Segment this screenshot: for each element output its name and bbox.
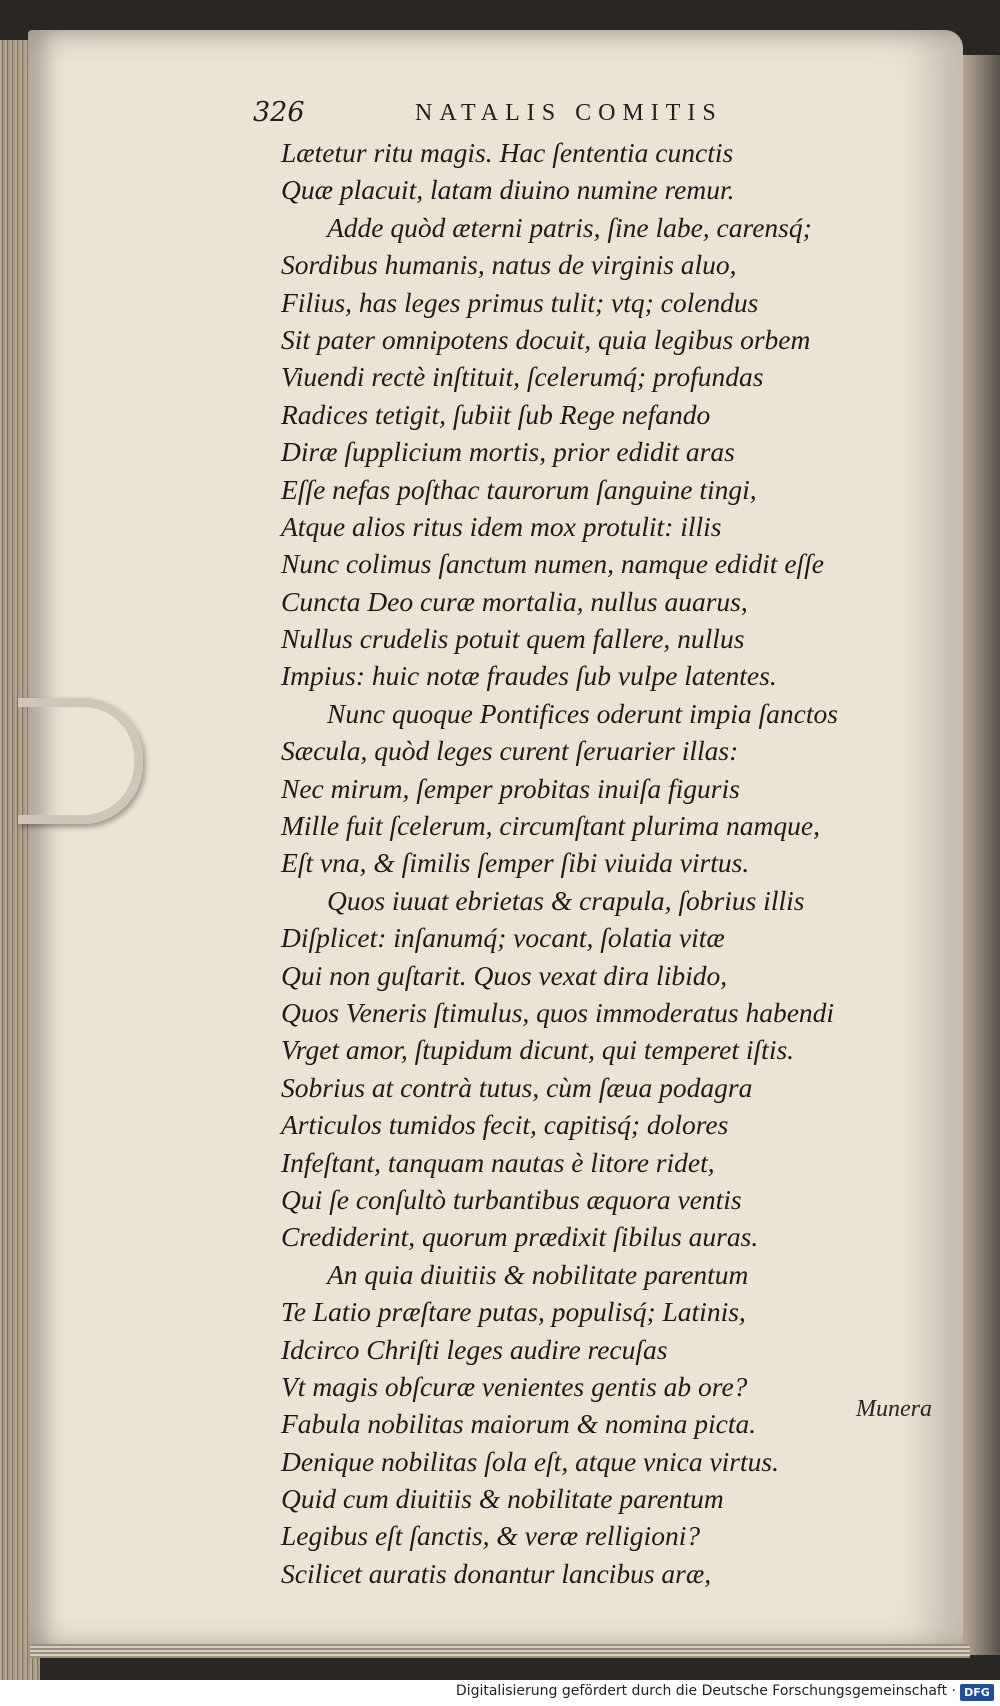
running-head — [253, 97, 943, 133]
verse-line: Vt magis obſcuræ venientes gentis ab ore? — [281, 1370, 748, 1402]
verse-text — [281, 134, 941, 1592]
verse-line: Quid cum diuitiis & nobilitate parentum — [281, 1483, 724, 1515]
verse-line: Qui non guſtarit. Quos vexat dira libido, — [281, 959, 728, 991]
verse-line: Sobrius at contrà tutus, cùm ſæua podagra — [281, 1071, 753, 1103]
verse-line: Nunc quoque Pontifices oderunt impia ſanctos — [327, 697, 838, 729]
verse-line: Viuendi rectè inſtituit, ſcelerumq́; profundas — [281, 361, 764, 393]
running-title: NATALIS COMITIS — [415, 100, 723, 126]
verse-line: Nunc colimus ſanctum numen, namque edidit eſſe — [281, 548, 825, 580]
verse-line: Quæ placuit, latam diuino numine remur. — [281, 174, 735, 206]
verse-line: Mille fuit ſcelerum, circumſtant plurima namque, — [281, 810, 820, 842]
verse-line: Scilicet auratis donantur lancibus aræ, — [281, 1557, 712, 1589]
bookmark-clip — [18, 698, 143, 824]
verse-line: Radices tetigit, ſubiit ſub Rege nefando — [281, 398, 711, 430]
verse-line: Diræ ſupplicium mortis, prior edidit aras — [281, 436, 735, 468]
verse-line: Infeſtant, tanquam nautas è litore ridet, — [281, 1146, 715, 1178]
verse-line: Eſſe nefas poſthac taurorum ſanguine tingi, — [281, 473, 757, 505]
verse-line: Qui ſe conſultò turbantibus æquora ventis — [281, 1183, 742, 1215]
verse-line: Quos iuuat ebrietas & crapula, ſobrius illis — [327, 884, 805, 916]
verse-line: Adde quòd æterni patris, ſine labe, carensq́; — [327, 211, 812, 243]
verse-line: Sæcula, quòd leges curent ſeruarier illas: — [281, 735, 739, 767]
verse-line: Denique nobilitas ſola eſt, atque vnica virtus. — [281, 1445, 779, 1477]
footer-credit: Digitalisierung gefördert durch die Deutsche Forschungsgemeinschaft · — [455, 1683, 956, 1699]
footer-bar — [0, 1680, 1000, 1706]
page-bottom-edge — [30, 1644, 970, 1658]
verse-line: Nullus crudelis potuit quem fallere, nullus — [281, 623, 745, 655]
dfg-logo-icon: DFG — [960, 1684, 994, 1701]
verse-line: Cuncta Deo curæ mortalia, nullus auarus, — [281, 585, 748, 617]
verse-line: Atque alios ritus idem mox protulit: illis — [281, 510, 722, 542]
verse-line: Filius, has leges primus tulit; vtq; colendus — [281, 286, 759, 318]
verse-line: Articulos tumidos fecit, capitisq́; dolores — [281, 1109, 729, 1141]
verse-line: Crediderint, quorum prædixit ſibilus auras. — [281, 1221, 759, 1253]
verse-line: Nec mirum, ſemper probitas inuiſa figuris — [281, 772, 740, 804]
verse-line: Fabula nobilitas maiorum & nomina picta. — [281, 1408, 757, 1440]
verse-line: Vrget amor, ſtupidum dicunt, qui temperet iſtis. — [281, 1034, 795, 1066]
verse-line: Idcirco Chriſti leges audire recuſas — [281, 1333, 668, 1365]
verse-line: An quia diuitiis & nobilitate parentum — [327, 1258, 749, 1290]
verse-line: Eſt vna, & ſimilis ſemper ſibi viuida virtus. — [281, 847, 750, 879]
verse-line: Legibus eſt ſanctis, & veræ relligioni? — [281, 1520, 701, 1552]
verse-line: Lætetur ritu magis. Hac ſententia cunctis — [281, 137, 734, 168]
verse-line: Sordibus humanis, natus de virginis aluo, — [281, 249, 737, 281]
verse-line: Impius: huic notæ fraudes ſub vulpe latentes. — [281, 660, 777, 692]
verse-line: Diſplicet: inſanumq́; vocant, ſolatia vitæ — [281, 922, 725, 954]
verse-line: Te Latio præſtare putas, populisq́; Latinis, — [281, 1296, 746, 1328]
verse-line: Sit pater omnipotens docuit, quia legibus orbem — [281, 323, 811, 355]
verse-line: Quos Veneris ſtimulus, quos immoderatus habendi — [281, 996, 835, 1028]
catchword: Munera — [856, 1396, 932, 1422]
page-number: 326 — [253, 97, 305, 128]
